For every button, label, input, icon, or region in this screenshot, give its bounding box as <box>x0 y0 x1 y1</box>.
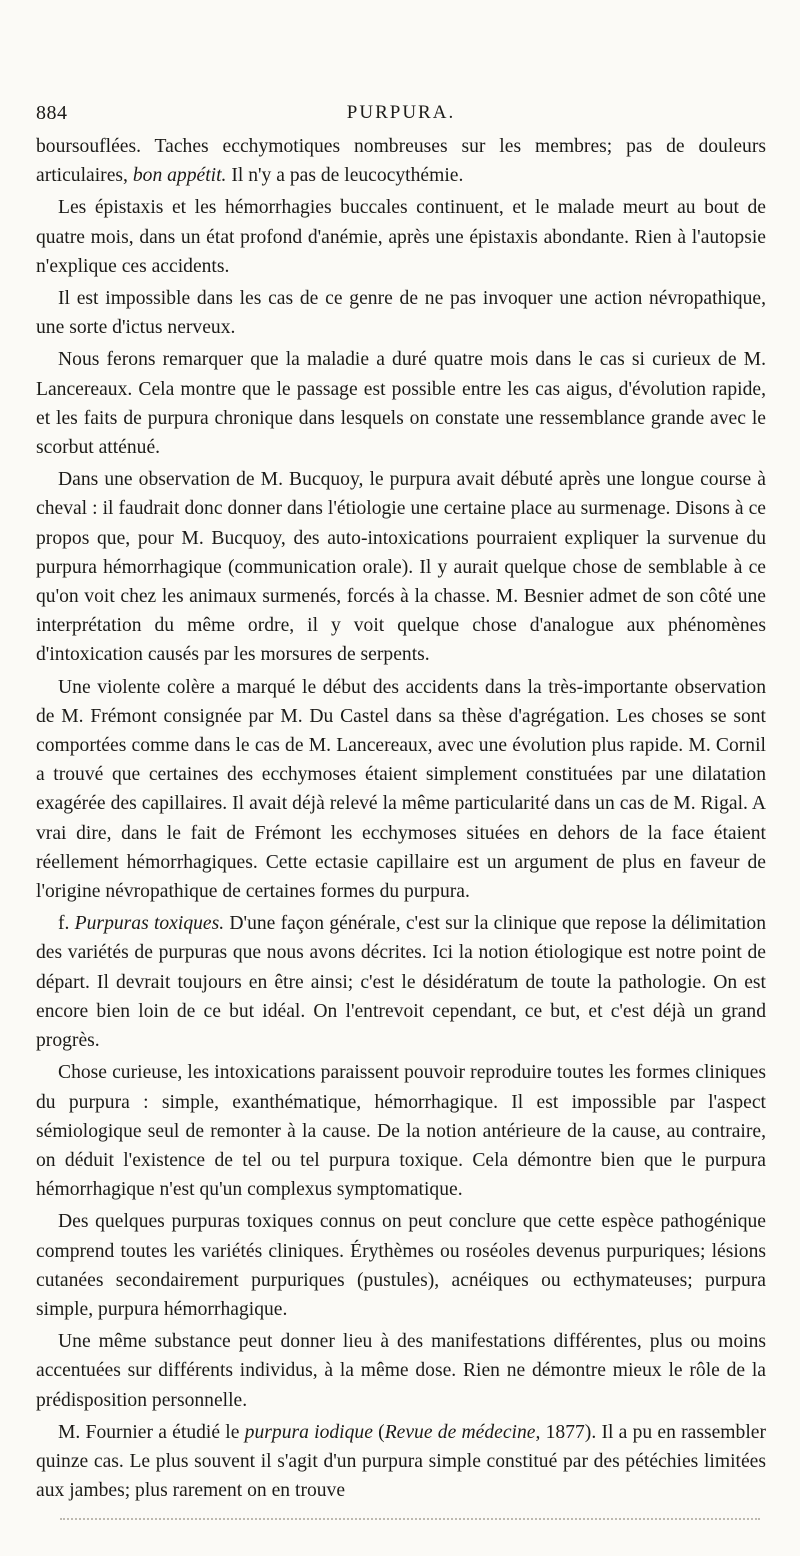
text-run: Chose curieuse, les intoxications paraissent pouvoir reproduire toutes les formes cliniques du purpura : simple, exanthématique, hémorrhagique. Il est impossible par l'aspect sémiologique seul de remonter à la cause. De la notion antérieure de la cause, au contraire, on déduit l'existence de tel ou tel purpura toxique. Cela démontre bien que le purpura hémorrhagique n'est qu'un complexus symptomatique. <box>36 1062 766 1201</box>
italic-text: Revue de médecine, <box>384 1421 541 1443</box>
text-run: ( <box>372 1421 385 1443</box>
text-run: D'une façon générale, c'est sur la clinique que repose la délimitation des variétés de purpuras que nous avons décrites. Ici la notion étiologique est notre point de départ. Il devrait toujours en être ainsi; c'est le désidératum de toute la pathologie. On est encore bien loin de ce but idéal. On l'entrevoit cependant, ce but, et c'est déjà un grand progrès. <box>36 913 766 1052</box>
italic-text: bon appétit. <box>132 165 227 187</box>
paragraph <box>36 1327 766 1415</box>
paragraph <box>36 673 766 907</box>
page-header <box>36 98 766 132</box>
paragraph <box>36 465 766 669</box>
book-page <box>36 98 766 1508</box>
text-run: Une violente colère a marqué le début des accidents dans la très-importante observation de M. Frémont consignée par M. Du Castel dans sa thèse d'agrégation. Les choses se sont comportées comme dans le cas de M. Lancereaux, avec une évolution plus rapide. M. Cornil a trouvé que certaines des ecchymoses étaient simplement constituées par une dilatation exagérée des capillaires. Il avait déjà relevé la même particularité dans un cas de M. Rigal. A vrai dire, dans le fait de Frémont les ecchymoses situées en dehors de la face étaient réellement hémorrhagiques. Cette ectasie capillaire est un argument de plus en faveur de l'origine névropathique de certaines formes du purpura. <box>36 676 766 903</box>
text-run: f. <box>58 913 75 935</box>
paragraph <box>36 345 766 462</box>
text-run: Nous ferons remarquer que la maladie a duré quatre mois dans le cas si curieux de M. Lancereaux. Cela montre que le passage est possible entre les cas aigus, d'évolution rapide, et les faits de purpura chronique dans lesquels on constate une ressemblance grande avec le scorbut atténué. <box>36 349 766 459</box>
text-run: boursouflées. Taches ecchymotiques nombreuses sur les membres; pas de douleurs articulaires, <box>36 136 766 187</box>
paragraph <box>36 132 766 190</box>
text-run: 1877). Il a pu en rassembler quinze cas. Le plus souvent il s'agit d'un purpura simple constitué par des pétéchies limitées aux jambes; plus rarement on en trouve <box>36 1421 766 1502</box>
body-text <box>36 132 766 1505</box>
paragraph <box>36 1058 766 1204</box>
text-run: Des quelques purpuras toxiques connus on peut conclure que cette espèce pathogénique comprend toutes les variétés cliniques. Érythèmes ou roséoles devenus purpuriques; lésions cutanées secondairement purpuriques (pustules), acnéiques ou ecthymateuses; purpura simple, purpura hémorrhagique. <box>36 1211 766 1320</box>
paragraph <box>36 1207 766 1324</box>
footer-dotted-rule <box>60 1518 760 1520</box>
paragraph <box>36 1418 766 1506</box>
text-run: Une même substance peut donner lieu à des manifestations différentes, plus ou moins accentuées sur différents individus, à la même dose. Rien ne démontre mieux le rôle de la prédisposition personnelle. <box>36 1331 766 1411</box>
page-number: 884 <box>36 102 68 124</box>
paragraph <box>36 284 766 342</box>
paragraph <box>36 909 766 1055</box>
paragraph <box>36 193 766 281</box>
text-run: Il n'y a pas de leucocythémie. <box>226 165 464 187</box>
text-run: Les épistaxis et les hémorrhagies buccales continuent, et le malade meurt au bout de quatre mois, dans un état profond d'anémie, après une épistaxis abondante. Rien à l'autopsie n'explique ces accidents. <box>36 197 766 277</box>
text-run: Dans une observation de M. Bucquoy, le purpura avait débuté après une longue course à cheval : il faudrait donc donner dans l'étiologie une certaine place au surmenage. Disons à ce propos que, pour M. Bucquoy, des auto-intoxications pourraient expliquer la survenue du purpura hémorrhagique (communication orale). Il y aurait quelque chose de semblable à ce qu'on voit chez les animaux surmenés, forcés à la chasse. M. Besnier admet de son côté une interprétation du même ordre, il y voit quelque chose d'analogue aux phénomènes d'intoxication causés par les morsures de serpents. <box>36 469 766 666</box>
text-run: Il est impossible dans les cas de ce genre de ne pas invoquer une action névropathique, une sorte d'ictus nerveux. <box>36 288 766 339</box>
running-title: PURPURA. <box>346 102 456 123</box>
text-run: M. Fournier a étudié le <box>58 1421 245 1443</box>
italic-text: Purpuras toxiques. <box>74 913 225 935</box>
italic-text: purpura iodique <box>244 1421 373 1443</box>
